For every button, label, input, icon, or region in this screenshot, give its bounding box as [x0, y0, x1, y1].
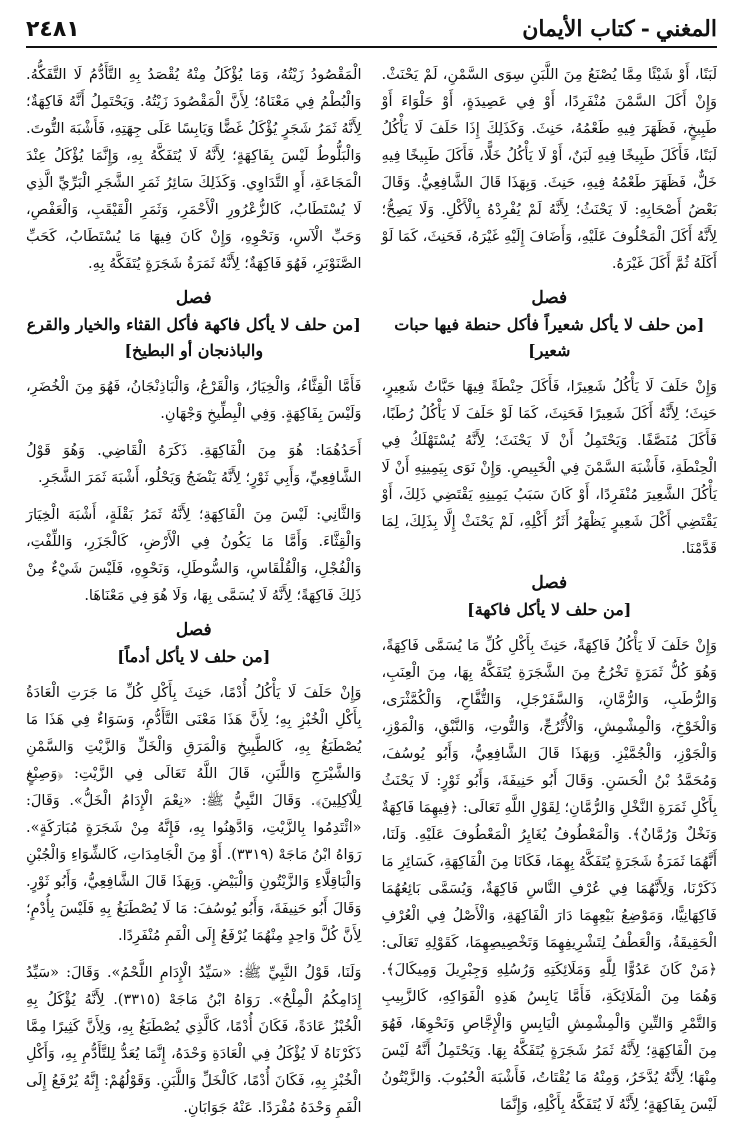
section-marker: فصل: [175, 288, 212, 308]
page-header: [26, 0, 717, 48]
left-column: [26, 62, 362, 1132]
page-number: ٢٤٨١: [26, 17, 80, 42]
paragraph: فَأَمَّا الْقِثَّاءُ، وَالْخِيَارُ، وَالْقَرْعُ، وَالْبَاذِنْجَانُ، فَهُوَ مِنَ الْخُضَرِ، وَلَيْسَ بِفَاكِهَةٍ. وَفِي الْبِطِّيخِ وَجْهَانِ.: [26, 379, 362, 422]
section-title: [من حلف لا يأكل أدماً]: [117, 647, 271, 666]
section-title: [من حلف لا يأكل فاكهة]: [467, 600, 632, 619]
paragraph: وَالثَّانِي: لَيْسَ مِنَ الْفَاكِهَةِ؛ لِأَنَّهُ ثَمَرُ بَقْلَةٍ، أَشْبَهَ الْخِيَارَ وَالْقِثَّاءَ. وَأَمَّا مَا يَكُونُ فِي الْأَرْضِ، كَالْجَزَرِ، وَاللِّفْتِ، وَالْفُجْلِ، وَالْقُلْقَاسِ، وَالسُّوطَلِ، وَنَحْوِهِ، فَلَيْسَ شَيْءٌ مِنْ ذَلِكَ فَاكِهَةً؛ لِأَنَّهُ لَا يُسَمَّى بِهَا، وَلَا هُوَ فِي مَعْنَاهَا.: [26, 507, 362, 604]
running-title: [522, 16, 717, 42]
right-column: [382, 62, 718, 1132]
book-title: المغني: [655, 16, 717, 42]
paragraph: أَحَدُهُمَا: هُوَ مِنَ الْفَاكِهَةِ. ذَكَرَهُ الْقَاضِي. وَهُوَ قَوْلُ الشَّافِعِيِّ، وَأَبِي ثَوْرٍ؛ لِأَنَّهُ يَنْضَجُ وَيَحْلُو، أَشْبَهَ ثَمَرَ الشَّجَرِ.: [26, 443, 362, 486]
paragraph: وَإِنْ حَلَفَ لَا يَأْكُلُ فَاكِهَةً، حَنِثَ بِأَكْلِ كُلِّ مَا يُسَمَّى فَاكِهَةً، وَهُوَ كُلُّ ثَمَرَةٍ تَخْرُجُ مِنَ الشَّجَرَةِ يُتَفَكَّهُ بِهَا، مِنَ الْعِنَبِ، وَالرُّطَبِ، وَالرُّمَّانِ، وَالسَّفَرْجَلِ، وَالتُّفَّاحِ، وَالْكُمَّثْرَى، وَالْخَوْخِ، وَالْمِشْمِشِ، وَالْأُتْرُجِّ، وَالتُّوتِ، وَالنَّبْقِ، وَالْمَوْزِ، وَالْجَوْزِ، وَالْجُمَّيْزِ. وَبِهَذَا قَالَ الشَّافِعِيُّ، وَأَبُو يُوسُفَ، وَمُحَمَّدُ بْنُ الْحَسَنِ. وَقَالَ أَبُو حَنِيفَةَ، وَأَبُو ثَوْرٍ: لَا يَحْنَثُ بِأَكْلِ ثَمَرَةِ النَّخْلِ وَالرُّمَّانِ؛ لِقَوْلِ اللَّهِ تَعَالَى: ﴿فِيهِمَا فَاكِهَةٌ وَنَخْلٌ وَرُمَّانٌ﴾. وَالْمَعْطُوفُ يُغَايِرُ الْمَعْطُوفَ عَلَيْهِ. وَلَنَا، أَنَّهُمَا ثَمَرَةُ شَجَرَةٍ يُتَفَكَّهُ بِهِمَا، فَكَانَا مِنَ الْفَاكِهَةِ، كَسَائِرِ مَا ذَكَرْنَا، وَلِأَنَّهُمَا فِي عُرْفِ النَّاسِ فَاكِهَةٌ، وَيُسَمَّى بَائِعُهُمَا فَاكِهَانِيًّا، وَمَوْضِعُ بَيْعِهِمَا دَارَ الْفَاكِهَةِ، وَالْأَصْلُ فِي الْعُرْفِ الْحَقِيقَةُ، وَالْعَطْفُ لِتَشْرِيفِهِمَا وَتَخْصِيصِهِمَا، كَقَوْلِهِ تَعَالَى: ﴿مَنْ كَانَ عَدُوًّا لِلَّهِ وَمَلَائِكَتِهِ وَرُسُلِهِ وَجِبْرِيلَ وَمِيكَالَ﴾. وَهُمَا مِنَ الْمَلَائِكَةِ، فَأَمَّا يَابِسُ هَذِهِ الْفَوَاكِهِ، كَالزَّبِيبِ وَالتَّمْرِ وَالتِّينِ وَالْمِشْمِشِ الْيَابِسِ وَالْإِجَّاصِ وَنَحْوِهَا، فَهُوَ مِنَ الْفَاكِهَةِ؛ لِأَنَّهُ ثَمَرُ شَجَرَةٍ يُتَفَكَّهُ بِهَا. وَيَحْتَمِلُ أَنَّهُ لَيْسَ مِنْهَا؛ لِأَنَّهُ يُدَّخَرُ، وَمِنْهُ مَا يُقْتَاتُ، فَأَشْبَهَ الْحُبُوبَ. وَالزَّيْتُونُ لَيْسَ بِفَاكِهَةٍ؛ لِأَنَّهُ لَا يُتَفَكَّهُ بِأَكْلِهِ، وَإِنَّمَا: [381, 638, 717, 1113]
paragraph: لَبَنًا، أَوْ شَيْئًا مِمَّا يُصْنَعُ مِنَ اللَّبَنِ سِوَى السَّمْنِ، لَمْ يَحْنَثْ. وَإِنْ أَكَلَ السَّمْنَ مُنْفَرِدًا، أَوْ فِي عَصِيدَةٍ، أَوْ حَلْوَاءَ أَوْ طَبِيخٍ، فَظَهَرَ فِيهِ طَعْمُهُ، حَنِثَ. وَكَذَلِكَ إِذَا حَلَفَ لَا يَأْكُلُ لَبَنًا، فَأَكَلَ طَبِيخًا فِيهِ لَبَنٌ، أَوْ لَا يَأْكُلُ خَلًّا، فَأَكَلَ طَبِيخًا فِيهِ خَلٌّ، فَظَهَرَ طَعْمُهُ فِيهِ، حَنِثَ. وَبِهَذَا قَالَ الشَّافِعِيُّ. وَقَالَ بَعْضُ أَصْحَابِهِ: لَا يَحْنَثُ؛ لِأَنَّهُ لَمْ يُفْرِدْهُ بِالْأَكْلِ. وَلَا يَصِحُّ؛ لِأَنَّهُ أَكَلَ الْمَحْلُوفَ عَلَيْهِ، وَأَضَافَ إِلَيْهِ غَيْرَهُ، فَحَنِثَ، كَمَا لَوْ أَكَلَهُ ثُمَّ أَكَلَ غَيْرَهُ.: [381, 67, 717, 272]
paragraph: وَإِنْ حَلَفَ لَا يَأْكُلُ أُدْمًا، حَنِثَ بِأَكْلِ كُلِّ مَا جَرَتِ الْعَادَةُ بِأَكْلِ الْخُبْزِ بِهِ؛ لِأَنَّ هَذَا مَعْنَى التَّأَدُّمِ، وَسَوَاءٌ فِي هَذَا مَا يُصْطَبَغُ بِهِ، كَالطَّبِيخِ وَالْمَرَقِ وَالْخَلِّ وَالزَّيْتِ وَالسَّمْنِ وَالشَّيْرَجِ وَاللَّبَنِ، قَالَ اللَّهُ تَعَالَى فِي الزَّيْتِ: ﴿وَصِبْغٍ لِلْآكِلِينَ﴾. وَقَالَ النَّبِيُّ ﷺ: «نِعْمَ الْإِدَامُ الْخَلُّ». وَقَالَ: «ائْتَدِمُوا بِالزَّيْتِ، وَادَّهِنُوا بِهِ، فَإِنَّهُ مِنْ شَجَرَةٍ مُبَارَكَةٍ». رَوَاهُ ابْنُ مَاجَهْ (٣٣١٩). أَوْ مِنَ الْجَامِدَاتِ، كَالشِّوَاءِ وَالْجُبْنِ وَالْبَاقِلَّاءِ وَالزَّيْتُونِ وَالْبَيْضِ. وَبِهَذَا قَالَ الشَّافِعِيُّ، وَأَبُو ثَوْرٍ. وَقَالَ أَبُو حَنِيفَةَ، وَأَبُو يُوسُفَ: مَا لَا يُصْطَبَغُ بِهِ فَلَيْسَ بِأُدْمٍ؛ لِأَنَّ كُلَّ وَاحِدٍ مِنْهُمَا يُرْفَعُ إِلَى الْفَمِ مُنْفَرِدًا.: [26, 685, 362, 944]
section-marker: فصل: [531, 288, 568, 308]
title-separator: -: [640, 16, 650, 42]
text-columns: [26, 62, 717, 1132]
section-marker: فصل: [531, 573, 568, 593]
section-marker: فصل: [175, 620, 212, 640]
paragraph: الْمَقْصُودُ زَيْتُهُ، وَمَا يُؤْكَلُ مِنْهُ يُقْصَدُ بِهِ التَّأَدُّمُ لَا التَّفَكُّهُ. وَالْبُطْمُ فِي مَعْنَاهُ؛ لِأَنَّ الْمَقْصُودَ زَيْتُهُ. وَيَحْتَمِلُ أَنَّهُ فَاكِهَةٌ؛ لِأَنَّهُ ثَمَرُ شَجَرٍ يُؤْكَلُ غَضًّا وَيَابِسًا عَلَى جِهَتِهِ، فَأَشْبَهَ التُّوتَ. وَالْبَلُّوطُ لَيْسَ بِفَاكِهَةٍ؛ لِأَنَّهُ لَا يُتَفَكَّهُ بِهِ، وَإِنَّمَا يُؤْكَلُ عِنْدَ الْمَجَاعَةِ، أَوِ التَّدَاوِي. وَكَذَلِكَ سَائِرُ ثَمَرِ الشَّجَرِ الْبَرِّيِّ الَّذِي لَا يُسْتَطَابُ، كَالزُّعْرُورِ الْأَحْمَرِ، وَثَمَرِ الْقَيْقَبِ، وَالْعَفْصِ، وَحَبِّ الْآسِ، وَنَحْوِهِ، وَإِنْ كَانَ فِيهَا مَا يُسْتَطَابُ، كَحَبِّ الصَّنَوْبَرِ، فَهُوَ فَاكِهَةٌ؛ لِأَنَّهُ ثَمَرَةُ شَجَرَةٍ يُتَفَكَّهُ بِهِ.: [26, 67, 362, 272]
chapter-title: كتاب الأيمان: [522, 16, 635, 42]
section-title: [من حلف لا يأكل فاكهة فأكل القثاء والخيار والقرع والباذنجان أو البطيخ]: [26, 315, 361, 360]
paragraph: وَإِنْ حَلَفَ لَا يَأْكُلُ شَعِيرًا، فَأَكَلَ حِنْطَةً فِيهَا حَبَّاتُ شَعِيرٍ، حَنِثَ؛ لِأَنَّهُ أَكَلَ شَعِيرًا فَحَنِثَ، كَمَا لَوْ حَلَفَ لَا يَأْكُلُ رُطَبًا، فَأَكَلَ مُنَصَّفًا. وَيَحْتَمِلُ أَنْ لَا يَحْنَثَ؛ لِأَنَّهُ يُسْتَهْلَكُ فِي الْحِنْطَةِ، فَأَشْبَهَ السَّمْنَ فِي الْخَبِيصِ. وَإِنْ نَوَى بِيَمِينِهِ أَنْ لَا يَأْكُلَ الشَّعِيرَ مُنْفَرِدًا، أَوْ كَانَ سَبَبُ يَمِينِهِ يَقْتَضِي ذَلِكَ، أَوْ يَقْتَضِي أَكْلَ شَعِيرٍ يَظْهَرُ أَثَرُ أَكْلِهِ، لَمْ يَحْنَثْ إِلَّا بِذَلِكَ، لِمَا قَدَّمْنَا.: [381, 379, 717, 557]
section-title: [من حلف لا يأكل شعيراً فأكل حنطة فيها حبات شعير]: [394, 315, 705, 360]
paragraph: وَلَنَا، قَوْلُ النَّبِيِّ ﷺ: «سَيِّدُ الْإِدَامِ اللَّحْمُ». وَقَالَ: «سَيِّدُ إِدَامِكُمُ الْمِلْحُ». رَوَاهُ ابْنُ مَاجَهْ (٣٣١٥). لِأَنَّهُ يُؤْكَلُ بِهِ الْخُبْزُ عَادَةً، فَكَانَ أُدْمًا، كَالَّذِي يُصْطَبَغُ بِهِ، وَلِأَنَّ كَثِيرًا مِمَّا ذَكَرْنَاهُ لَا يُؤْكَلُ فِي الْعَادَةِ وَحْدَهُ، إِنَّمَا يُعَدُّ لِلتَّأَدُّمِ بِهِ، وَأَكْلِ الْخُبْزِ بِهِ، فَكَانَ أُدْمًا، كَالْخَلِّ وَاللَّبَنِ. وَقَوْلُهُمْ: إِنَّهُ يُرْفَعُ إِلَى الْفَمِ وَحْدَهُ مُفْرَدًا. عَنْهُ جَوَابَانِ.: [26, 965, 362, 1116]
